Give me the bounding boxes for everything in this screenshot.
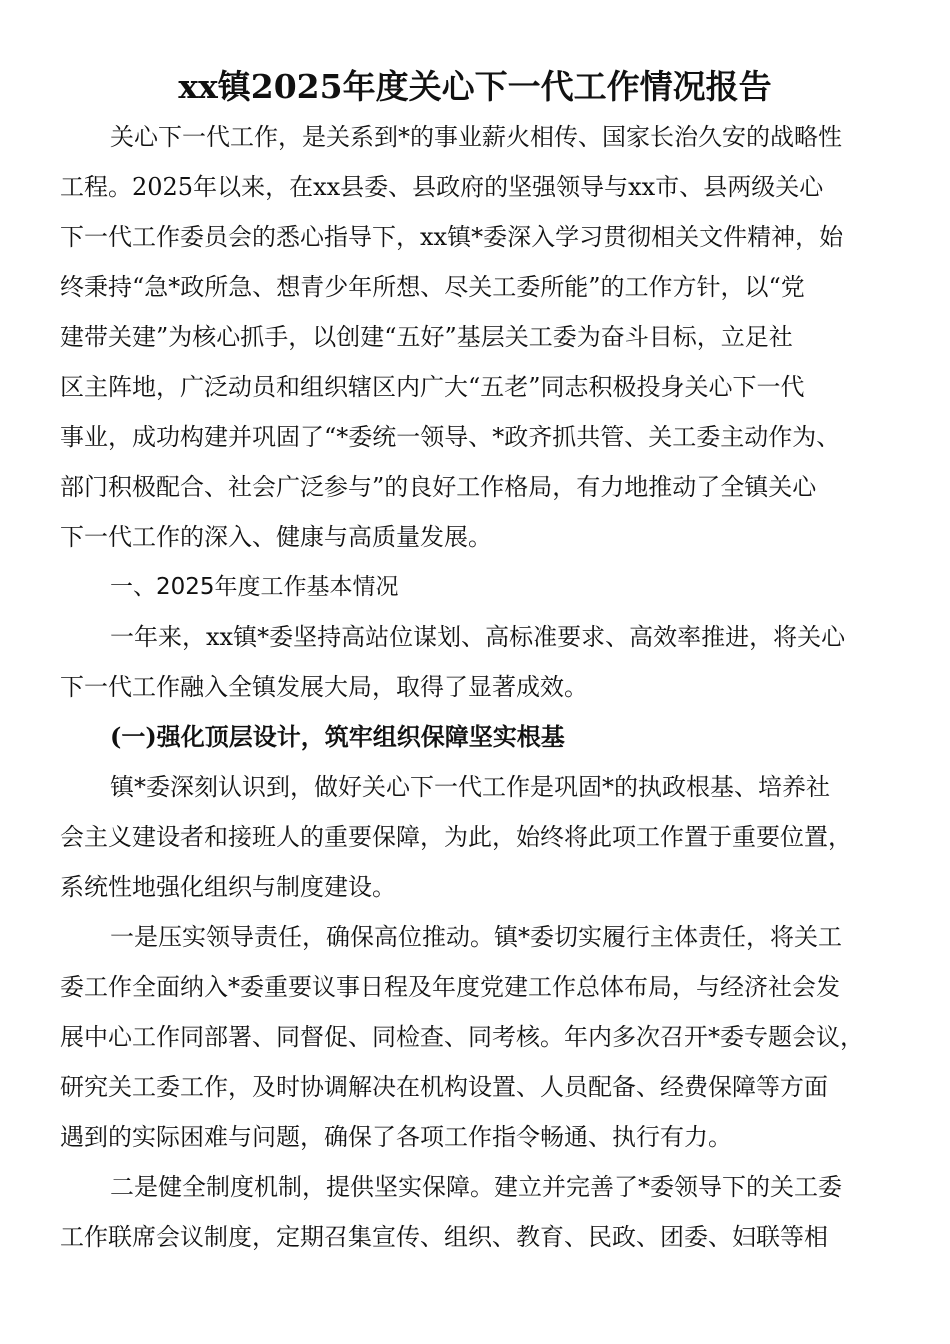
paragraph-line: 建带关建”为核心抓手，以创建“五好”基层关工委为奋斗目标，立足社: [60, 323, 793, 351]
paragraph-line: 展中心工作同部署、同督促、同检查、同考核。年内多次召开*委专题会议，: [60, 1023, 864, 1051]
section-heading: 一、2025年度工作基本情况: [110, 574, 399, 600]
paragraph-line: 事业，成功构建并巩固了“*委统一领导、*政齐抓共管、关工委主动作为、: [60, 423, 841, 451]
paragraph-line: 关心下一代工作，是关系到*的事业薪火相传、国家长治久安的战略性: [110, 123, 842, 151]
paragraph-line: 一是压实领导责任，确保高位推动。镇*委切实履行主体责任，将关工: [110, 923, 842, 951]
paragraph-line: 二是健全制度机制，提供坚实保障。建立并完善了*委领导下的关工委: [110, 1173, 842, 1201]
paragraph-line: 下一代工作的深入、健康与高质量发展。: [60, 523, 492, 551]
document-title: xx镇2025年度关心下一代工作情况报告: [178, 67, 772, 106]
paragraph-line: 区主阵地，广泛动员和组织辖区内广大“五老”同志积极投身关心下一代: [60, 373, 805, 401]
paragraph-line: 研究关工委工作，及时协调解决在机构设置、人员配备、经费保障等方面: [60, 1073, 828, 1101]
paragraph-line: 委工作全面纳入*委重要议事日程及年度党建工作总体布局，与经济社会发: [60, 973, 840, 1001]
paragraph-line: 系统性地强化组织与制度建设。: [60, 873, 396, 901]
paragraph-line: 下一代工作融入全镇发展大局，取得了显著成效。: [60, 673, 588, 701]
paragraph-line: 部门积极配合、社会广泛参与”的良好工作格局，有力地推动了全镇关心: [60, 473, 817, 501]
paragraph-line: 工程。2025年以来，在xx县委、县政府的坚强领导与xx市、县两级关心: [60, 173, 824, 201]
subsection-heading: (一)强化顶层设计，筑牢组织保障坚实根基: [110, 722, 565, 751]
paragraph-line: 终秉持“急*政所急、想青少年所想、尽关工委所能”的工作方针，以“党: [60, 273, 805, 301]
paragraph-line: 下一代工作委员会的悉心指导下，xx镇*委深入学习贯彻相关文件精神，始: [60, 223, 844, 251]
paragraph-line: 镇*委深刻认识到，做好关心下一代工作是巩固*的执政根基、培养社: [110, 773, 830, 801]
paragraph-line: 一年来，xx镇*委坚持高站位谋划、高标准要求、高效率推进，将关心: [110, 623, 846, 651]
paragraph-line: 遇到的实际困难与问题，确保了各项工作指令畅通、执行有力。: [60, 1123, 732, 1151]
paragraph-line: 会主义建设者和接班人的重要保障，为此，始终将此项工作置于重要位置，: [60, 823, 852, 851]
paragraph-line: 工作联席会议制度，定期召集宣传、组织、教育、民政、团委、妇联等相: [60, 1223, 828, 1251]
